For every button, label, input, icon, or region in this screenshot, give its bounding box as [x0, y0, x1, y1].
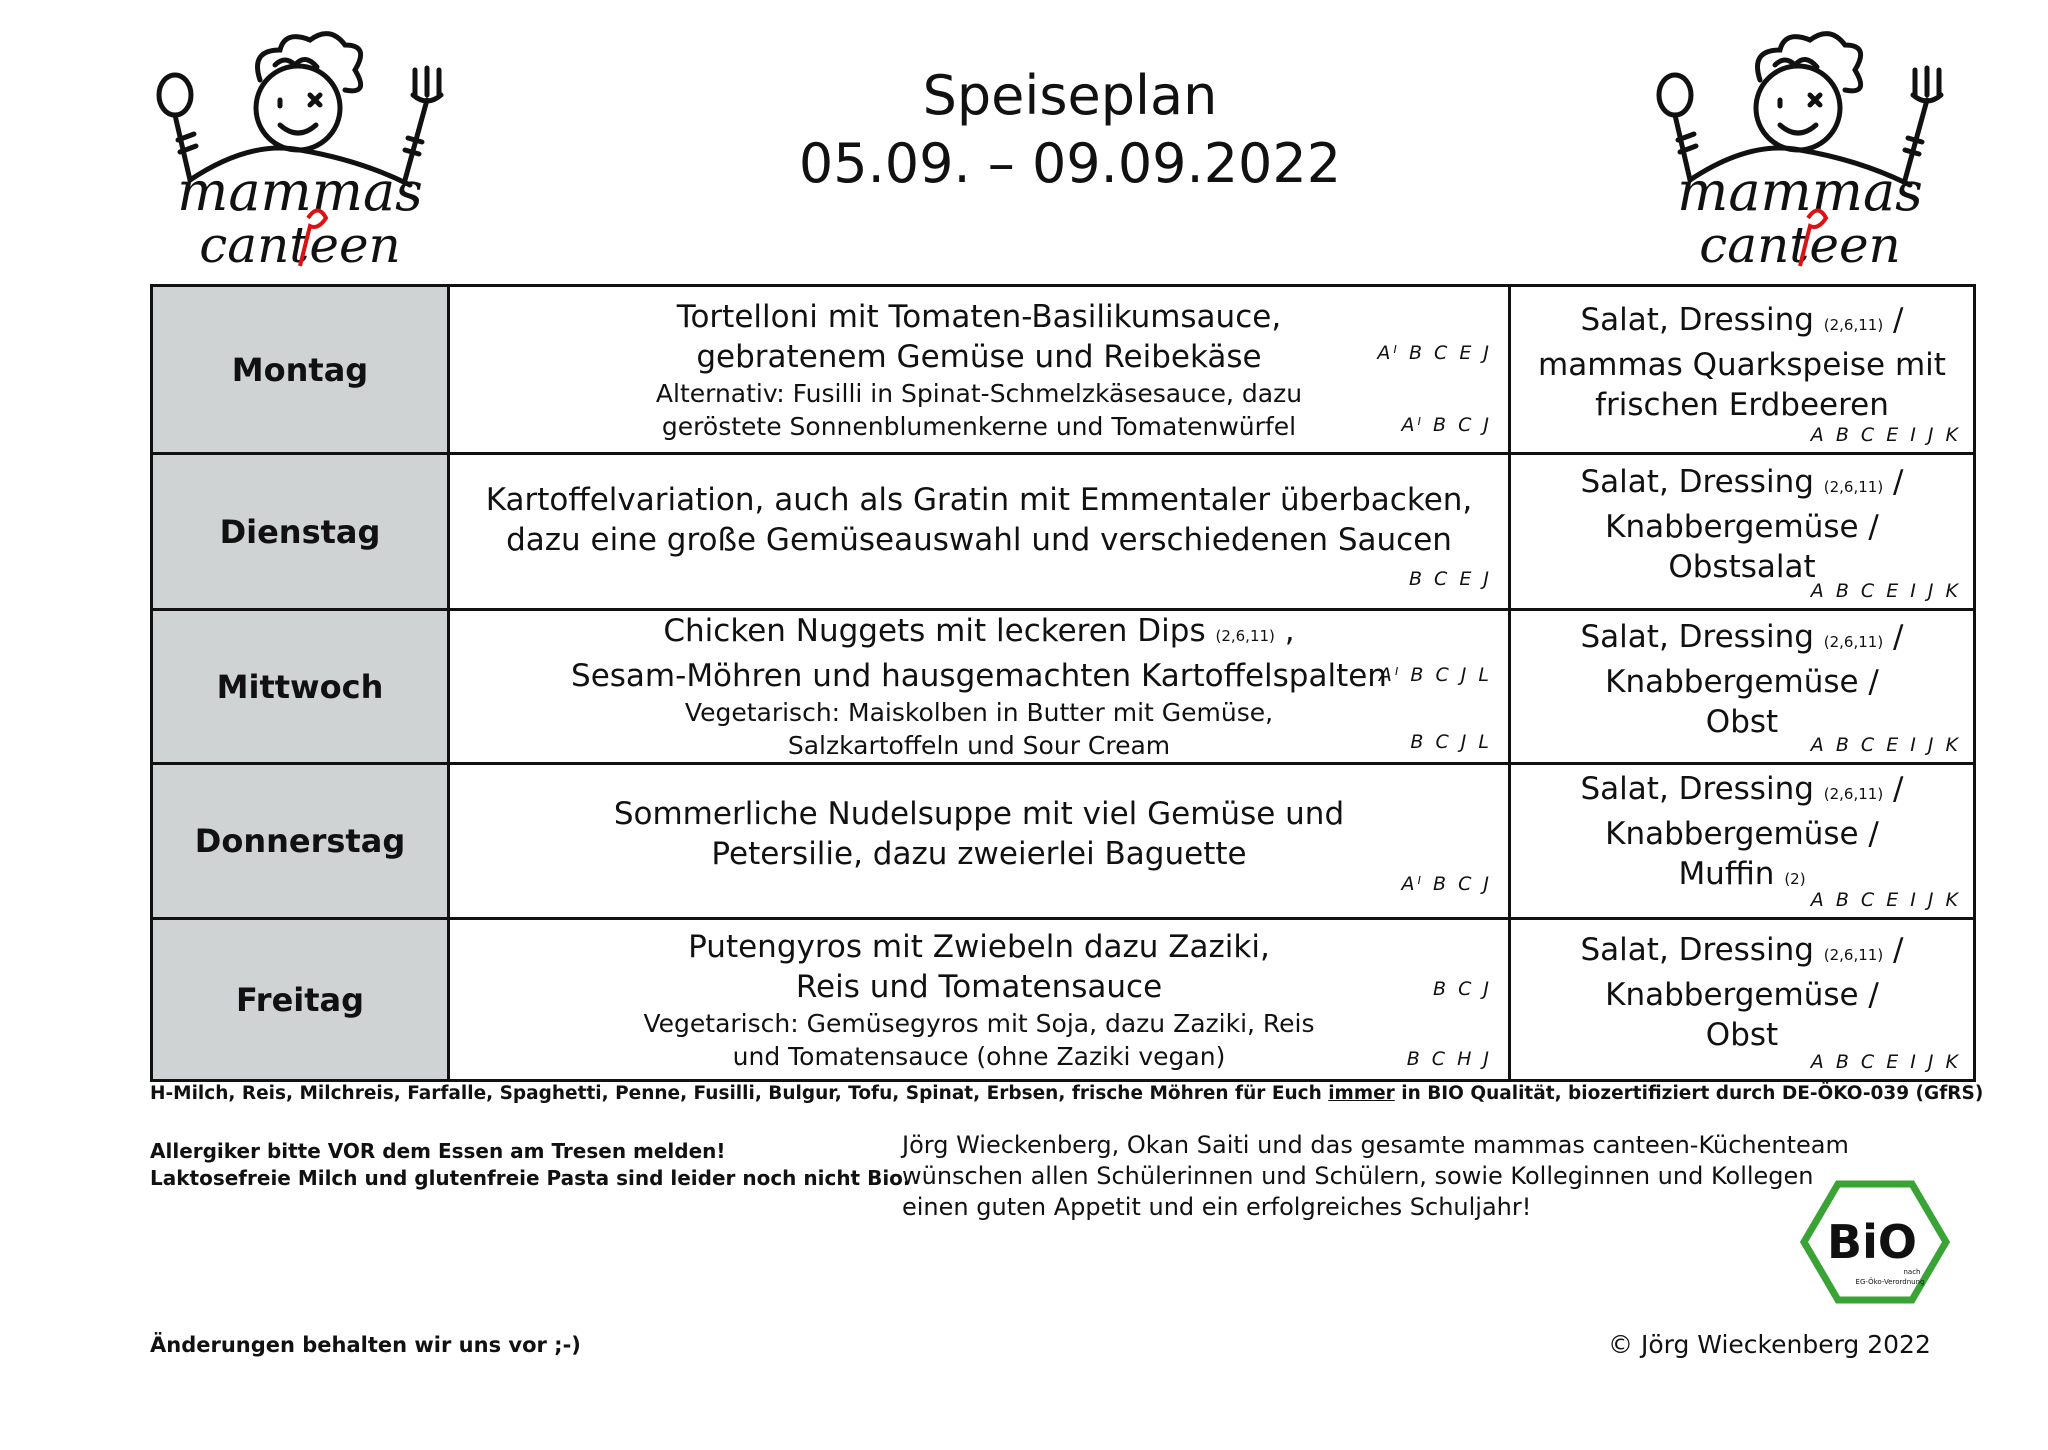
- allergen-code: A B C E I J K: [1810, 734, 1961, 756]
- alt-line: und Tomatensauce (ohne Zaziki vegan): [732, 1041, 1226, 1071]
- side-line: Salat, Dressing: [1580, 302, 1814, 338]
- table-row-mittwoch: [152, 610, 1975, 764]
- day-cell: Donnerstag: [152, 764, 449, 919]
- day-cell: Mittwoch: [152, 610, 449, 764]
- main-dish-cell: [449, 919, 1510, 1081]
- menu-table: [150, 284, 1976, 1082]
- allergen-code: Aᴵ B C J L: [1378, 664, 1492, 686]
- side-line: Salat, Dressing: [1580, 932, 1814, 968]
- main-dish-cell: [449, 764, 1510, 919]
- separator: /: [1893, 771, 1904, 807]
- side-dish-cell: [1510, 610, 1975, 764]
- bio-note-pre: H-Milch, Reis, Milchreis, Farfalle, Spaghetti, Penne, Fusilli, Bulgur, Tofu, Spinat, Erbsen, frische Möhren für Euch: [150, 1083, 1329, 1104]
- allergen-code: B C J L: [1410, 731, 1492, 753]
- alt-line: Vegetarisch: Gemüsegyros mit Soja, dazu Zaziki, Reis: [643, 1008, 1315, 1038]
- additive-code: (2,6,11): [1823, 785, 1884, 803]
- side-line: Knabbergemüse /: [1605, 977, 1879, 1013]
- day-cell: Montag: [152, 286, 449, 454]
- side-line: Obst: [1705, 1017, 1779, 1053]
- logo-drawing: [1650, 30, 1950, 275]
- allergen-code: A B C E I J K: [1810, 1051, 1961, 1073]
- table-row-dienstag: [152, 454, 1975, 610]
- logo-drawing: [150, 30, 450, 275]
- bio-seal-sub: EG-Öko-Verordnung: [1855, 1278, 1925, 1286]
- logo-text-mammas: mammas: [1677, 160, 1923, 223]
- allergen-code: A B C E I J K: [1810, 424, 1961, 446]
- side-line: frischen Erdbeeren: [1595, 387, 1889, 423]
- table-row-freitag: [152, 919, 1975, 1081]
- main-dish-cell: [449, 610, 1510, 764]
- side-line: mammas Quarkspeise mit: [1538, 347, 1946, 383]
- alt-line: Salzkartoffeln und Sour Cream: [787, 731, 1171, 760]
- dish-line: Sesam-Möhren und hausgemachten Kartoffelspalten: [571, 658, 1387, 694]
- side-line: Obstsalat: [1668, 549, 1816, 585]
- bio-note-post: in BIO Qualität, biozertifiziert durch DE-ÖKO-039 (GfRS): [1394, 1083, 1984, 1104]
- table-row-donnerstag: [152, 764, 1975, 919]
- mammas-canteen-logo-left: [150, 30, 450, 275]
- main-dish-cell: [449, 454, 1510, 610]
- additive-code: (2,6,11): [1823, 946, 1884, 964]
- comma: ,: [1284, 613, 1295, 649]
- side-line: Knabbergemüse /: [1605, 816, 1879, 852]
- additive-code: (2,6,11): [1823, 478, 1884, 496]
- title-dates: 05.09. – 09.09.2022: [798, 132, 1342, 195]
- separator: /: [1893, 932, 1904, 968]
- side-dish-cell: [1510, 764, 1975, 919]
- side-line: Salat, Dressing: [1580, 771, 1814, 807]
- dish-line: Putengyros mit Zwiebeln dazu Zaziki,: [688, 928, 1270, 965]
- copyright: © Jörg Wieckenberg 2022: [1608, 1330, 1931, 1359]
- side-line: Salat, Dressing: [1580, 619, 1814, 655]
- allergy-line: Laktosefreie Milch und glutenfreie Pasta sind leider noch nicht Bio.: [150, 1166, 911, 1190]
- separator: /: [1893, 302, 1904, 338]
- dish-line: Petersilie, dazu zweierlei Baguette: [711, 836, 1247, 872]
- changes-note: Änderungen behalten wir uns vor ;-): [150, 1333, 581, 1357]
- alt-line: Vegetarisch: Maiskolben in Butter mit Gemüse,: [684, 698, 1274, 727]
- side-dish-cell: [1510, 454, 1975, 610]
- page-title: [700, 62, 1440, 198]
- bio-note: [150, 1083, 1983, 1104]
- dish-line: dazu eine große Gemüseauswahl und verschiedenen Saucen: [506, 521, 1452, 558]
- side-dish-cell: [1510, 919, 1975, 1081]
- bio-seal-logo: [1800, 1180, 1950, 1304]
- side-line: Salat, Dressing: [1580, 464, 1814, 500]
- bio-seal-text: BiO: [1827, 1215, 1917, 1269]
- side-line: Obst: [1705, 704, 1779, 740]
- main-dish-cell: [449, 286, 1510, 454]
- allergen-code: Aᴵ B C E J: [1377, 342, 1492, 364]
- allergen-code: B C J: [1433, 978, 1492, 1000]
- alt-line: geröstete Sonnenblumenkerne und Tomatenwürfel: [661, 411, 1297, 441]
- dish-line: Reis und Tomatensauce: [795, 968, 1163, 1005]
- separator: /: [1893, 619, 1904, 655]
- day-cell: Freitag: [152, 919, 449, 1081]
- team-message: [902, 1130, 1849, 1223]
- allergy-note: [150, 1138, 911, 1192]
- logo-text-canteen: canteen: [199, 216, 401, 274]
- title-heading: Speiseplan: [922, 64, 1218, 127]
- side-dish-cell: [1510, 286, 1975, 454]
- logo-text-canteen: canteen: [1699, 216, 1901, 274]
- bio-note-emphasis: immer: [1328, 1083, 1395, 1104]
- allergy-line: Allergiker bitte VOR dem Essen am Tresen melden!: [150, 1139, 726, 1163]
- dish-line: Tortelloni mit Tomaten-Basilikumsauce,: [676, 298, 1282, 335]
- team-line: wünschen allen Schülerinnen und Schülern, sowie Kolleginnen und Kollegen: [902, 1162, 1814, 1190]
- allergen-code: B C E J: [1408, 568, 1492, 590]
- allergen-code: A B C E I J K: [1810, 580, 1961, 602]
- dish-line: Sommerliche Nudelsuppe mit viel Gemüse und: [613, 796, 1345, 832]
- side-line: Knabbergemüse /: [1605, 509, 1879, 545]
- dish-line: Kartoffelvariation, auch als Gratin mit Emmentaler überbacken,: [485, 481, 1473, 518]
- additive-code: (2,6,11): [1215, 627, 1275, 645]
- table-row-montag: [152, 286, 1975, 454]
- day-cell: Dienstag: [152, 454, 449, 610]
- additive-code: (2,6,11): [1823, 633, 1884, 651]
- mammas-canteen-logo-right: [1650, 30, 1950, 275]
- team-line: einen guten Appetit und ein erfolgreiches Schuljahr!: [902, 1193, 1532, 1221]
- separator: /: [1893, 464, 1904, 500]
- allergen-code: A B C E I J K: [1810, 889, 1961, 911]
- side-line: Knabbergemüse /: [1605, 664, 1879, 700]
- additive-code: (2,6,11): [1823, 316, 1884, 334]
- alt-line: Alternativ: Fusilli in Spinat-Schmelzkäsesauce, dazu: [655, 378, 1303, 408]
- allergen-code: B C H J: [1406, 1048, 1492, 1070]
- dish-line: gebratenem Gemüse und Reibekäse: [696, 338, 1262, 375]
- team-line: Jörg Wieckenberg, Okan Saiti und das gesamte mammas canteen-Küchenteam: [902, 1131, 1849, 1159]
- logo-text-mammas: mammas: [177, 160, 423, 223]
- additive-code: (2): [1784, 870, 1806, 888]
- allergen-code: Aᴵ B C J: [1401, 414, 1492, 436]
- bio-seal-sub: nach: [1903, 1268, 1921, 1276]
- dish-line: Chicken Nuggets mit leckeren Dips: [663, 613, 1206, 649]
- allergen-code: Aᴵ B C J: [1401, 873, 1492, 895]
- side-line: Muffin: [1678, 856, 1775, 892]
